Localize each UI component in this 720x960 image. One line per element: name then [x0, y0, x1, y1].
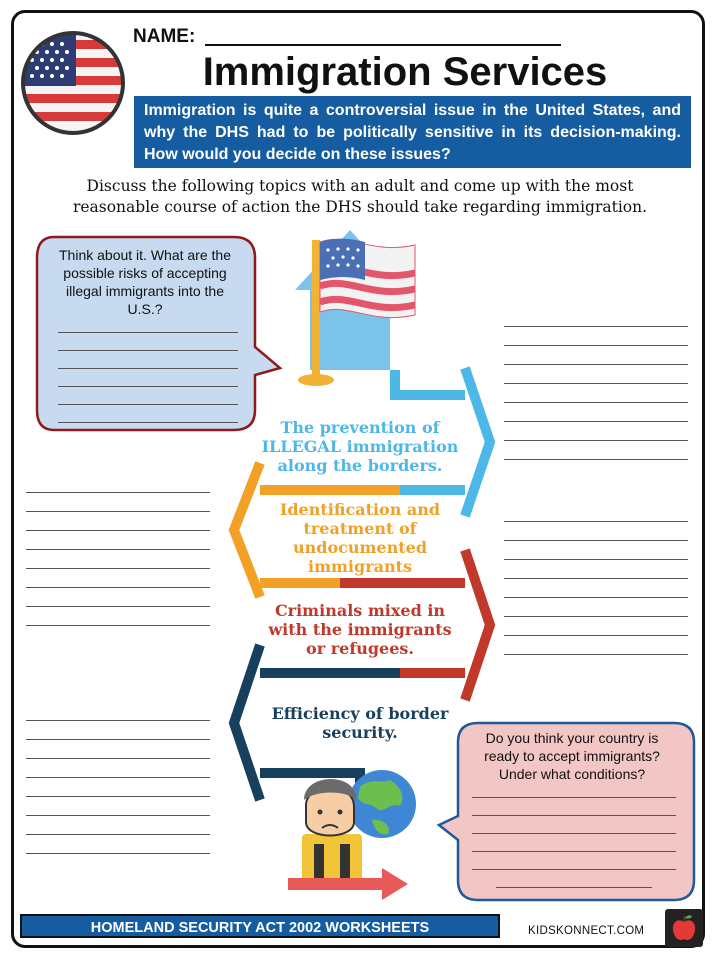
answer-line[interactable]: [496, 887, 652, 888]
topic-efficiency: [262, 704, 458, 742]
answer-line[interactable]: [26, 511, 210, 512]
answer-line[interactable]: [504, 597, 688, 598]
answer-line[interactable]: [504, 421, 688, 422]
answer-line[interactable]: [26, 758, 210, 759]
topic-criminals: [262, 601, 458, 658]
topic-prevention: [255, 418, 465, 475]
topic-text: Criminals mixed in with the immigrants or refugees.: [268, 601, 452, 658]
answer-line[interactable]: [472, 869, 676, 870]
answer-line[interactable]: [504, 440, 688, 441]
answer-line[interactable]: [26, 720, 210, 721]
answer-line[interactable]: [58, 422, 238, 423]
discuss-instructions: Discuss the following topics with an adult and come up with the most reasonable course of action the DHS should take regarding immigration.: [72, 177, 648, 216]
name-label: NAME:: [133, 26, 196, 47]
answer-line[interactable]: [504, 364, 688, 365]
answer-line[interactable]: [504, 521, 688, 522]
us-flag-circle-icon: [20, 30, 126, 136]
answer-line[interactable]: [58, 368, 238, 369]
answer-line[interactable]: [26, 530, 210, 531]
answer-line[interactable]: [58, 404, 238, 405]
answer-line[interactable]: [26, 568, 210, 569]
answer-line[interactable]: [26, 606, 210, 607]
topic-text: The prevention of ILLEGAL immigration along the borders.: [261, 418, 459, 475]
answer-line[interactable]: [26, 777, 210, 778]
answer-line[interactable]: [26, 739, 210, 740]
brand-name: KIDSKONNECT.COM: [528, 925, 645, 937]
answer-line[interactable]: [504, 540, 688, 541]
answer-line[interactable]: [504, 578, 688, 579]
answer-line[interactable]: [26, 549, 210, 550]
footer-worksheet-label: HOMELAND SECURITY ACT 2002 WORKSHEETS: [20, 914, 500, 938]
answer-line[interactable]: [26, 492, 210, 493]
answer-line[interactable]: [58, 386, 238, 387]
apple-logo-icon: [664, 908, 704, 948]
answer-line[interactable]: [472, 815, 676, 816]
answer-line[interactable]: [26, 853, 210, 854]
answer-line[interactable]: [504, 459, 688, 460]
answer-line[interactable]: [58, 350, 238, 351]
answer-line[interactable]: [26, 625, 210, 626]
answer-line[interactable]: [58, 332, 238, 333]
page-title: Immigration Services: [202, 50, 608, 94]
topic-identification: [262, 500, 458, 576]
answer-line[interactable]: [504, 345, 688, 346]
answer-line[interactable]: [504, 383, 688, 384]
topic-text: Efficiency of border security.: [271, 704, 449, 742]
answer-line[interactable]: [26, 815, 210, 816]
answer-line[interactable]: [504, 559, 688, 560]
answer-line[interactable]: [26, 796, 210, 797]
right-question: Do you think your country is ready to accept immigrants? Under what conditions?: [484, 730, 660, 782]
answer-line[interactable]: [504, 616, 688, 617]
flag-house-icon: [295, 230, 415, 386]
answer-line[interactable]: [472, 833, 676, 834]
answer-line[interactable]: [504, 402, 688, 403]
answer-line[interactable]: [504, 635, 688, 636]
left-question: Think about it. What are the possible risks of accepting illegal immigrants into the U.S.?: [59, 247, 231, 317]
refugee-globe-icon: [282, 762, 418, 904]
name-field[interactable]: [205, 44, 561, 46]
intro-box: Immigration is quite a controversial issue in the United States, and why the DHS had to be politically sensitive in its decision-making. How would you decide on these issues?: [134, 96, 691, 168]
answer-line[interactable]: [504, 654, 688, 655]
topic-text: Identification and treatment of undocumented immigrants: [279, 500, 441, 576]
answer-line[interactable]: [472, 851, 676, 852]
answer-line[interactable]: [504, 326, 688, 327]
answer-line[interactable]: [26, 834, 210, 835]
answer-line[interactable]: [26, 587, 210, 588]
answer-line[interactable]: [472, 797, 676, 798]
